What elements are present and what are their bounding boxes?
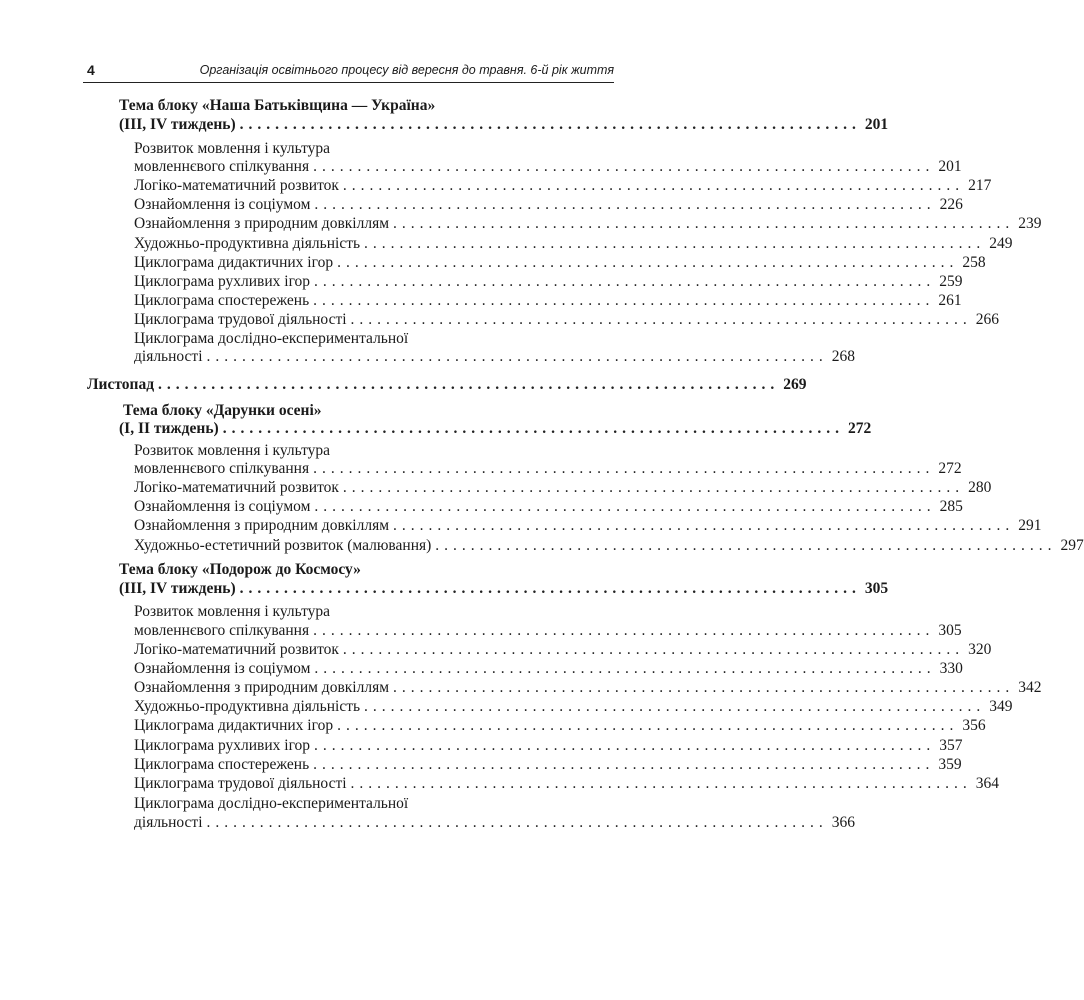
toc-item-label: мовленнєвого спілкування (134, 158, 310, 175)
toc-block-subtitle: (III, IV тиждень) (119, 580, 236, 597)
toc-item[interactable] (134, 715, 986, 737)
toc-item-label: мовленнєвого спілкування (134, 460, 310, 477)
toc-item[interactable] (134, 812, 856, 834)
page-header (83, 62, 614, 83)
leader-dots: ...................................................................... (313, 460, 935, 477)
toc-item-label: Циклограма дидактичних ігор (134, 254, 334, 271)
toc-item-label: Ознайомлення з природним довкіллям (134, 517, 390, 534)
toc-page-number: 364 (975, 775, 1000, 792)
leader-dots: ...................................................................... (206, 348, 828, 365)
toc-item-label: Ознайомлення із соціумом (134, 196, 311, 213)
toc-item[interactable] (134, 535, 1084, 557)
toc-item-label: Художньо-продуктивна діяльність (134, 698, 361, 715)
running-title: Організація освітнього процесу від вересня до травня. 6-й рік життя (199, 63, 614, 77)
toc-page-number: 320 (968, 641, 992, 658)
toc-item[interactable] (134, 346, 856, 368)
leader-dots: ...................................................................... (239, 116, 861, 133)
toc-page-number: 305 (864, 580, 889, 597)
toc-item-label: Циклограма рухливих ігор (134, 737, 311, 754)
toc-page-number: 305 (938, 622, 962, 639)
leader-dots: ...................................................................... (337, 717, 959, 734)
leader-dots: ...................................................................... (393, 679, 1015, 696)
leader-dots: ...................................................................... (313, 292, 935, 309)
toc-item[interactable] (134, 213, 1042, 235)
toc-page-number: 259 (939, 273, 963, 290)
toc-item-label: Логіко-математичний розвиток (134, 479, 339, 496)
toc-item-label: Ознайомлення з природним довкіллям (134, 679, 390, 696)
toc-item[interactable] (134, 773, 1000, 795)
toc-item-label: Ознайомлення з природним довкіллям (134, 215, 390, 232)
toc-item-label: Ознайомлення із соціумом (134, 498, 311, 515)
toc-page-number: 280 (968, 479, 992, 496)
toc-page-number: 285 (939, 498, 963, 515)
page-number: 4 (87, 62, 95, 78)
leader-dots: ...................................................................... (364, 698, 986, 715)
leader-dots: ...................................................................... (435, 537, 1057, 554)
toc-item-label: Циклограма спостережень (134, 292, 310, 309)
leader-dots: ...................................................................... (342, 177, 965, 194)
toc-item-label: Циклограма трудової діяльності (134, 775, 347, 792)
toc-page-number: 366 (831, 814, 856, 831)
toc-page-number: 342 (1018, 679, 1042, 696)
toc-page-number: 356 (962, 717, 986, 734)
toc-item-first-line: Розвиток мовлення і культура (134, 442, 331, 459)
toc-page-number: 201 (938, 158, 962, 175)
toc-month-entry[interactable] (87, 374, 807, 396)
toc-page-number: 349 (989, 698, 1013, 715)
leader-dots: ...................................................................... (314, 196, 936, 213)
toc-month-label: Листопад (87, 376, 155, 393)
toc-block-title: Тема блоку «Подорож до Космосу» (119, 561, 361, 578)
toc-page-number: 217 (968, 177, 992, 194)
leader-dots: ...................................................................... (158, 376, 780, 393)
toc-item-label: Логіко-математичний розвиток (134, 641, 339, 658)
leader-dots: ...................................................................... (206, 814, 828, 831)
toc-block-subtitle: (III, IV тиждень) (119, 116, 236, 133)
toc-page-number: 297 (1060, 537, 1084, 554)
leader-dots: ...................................................................... (350, 311, 972, 328)
toc-item-first-line: Циклограма дослідно-експериментальної (134, 795, 409, 812)
leader-dots: ...................................................................... (313, 756, 935, 773)
leader-dots: ...................................................................... (393, 215, 1015, 232)
leader-dots: ...................................................................... (239, 580, 861, 597)
toc-block-entry[interactable] (119, 114, 889, 136)
leader-dots: ...................................................................... (337, 254, 959, 271)
toc-item-label: Циклограма дидактичних ігор (134, 717, 334, 734)
leader-dots: ...................................................................... (342, 641, 965, 658)
leader-dots: ...................................................................... (393, 517, 1015, 534)
toc-page-number: 261 (938, 292, 962, 309)
toc-page-number: 359 (938, 756, 962, 773)
toc-block-title: Тема блоку «Дарунки осені» (123, 402, 322, 419)
toc-item-first-line: Розвиток мовлення і культура (134, 140, 331, 157)
toc-page-number: 330 (939, 660, 963, 677)
toc-page-number: 201 (864, 116, 889, 133)
leader-dots: ...................................................................... (314, 498, 936, 515)
toc-page-number: 258 (962, 254, 986, 271)
toc-page-number: 272 (847, 420, 872, 437)
toc-page-number: 269 (783, 376, 807, 393)
toc-item-label: діяльності (134, 814, 203, 831)
toc-block-title: Тема блоку «Наша Батьківщина — Україна» (119, 97, 436, 114)
toc-item[interactable] (134, 515, 1042, 537)
toc-page-number: 272 (938, 460, 962, 477)
toc-item-label: діяльності (134, 348, 203, 365)
toc-item-label: Художньо-продуктивна діяльність (134, 235, 361, 252)
leader-dots: ...................................................................... (313, 158, 935, 175)
toc-item-label: мовленнєвого спілкування (134, 622, 310, 639)
toc-block-entry[interactable] (119, 418, 872, 440)
toc-item-first-line: Циклограма дослідно-експериментальної (134, 330, 409, 347)
toc-page-number: 239 (1018, 215, 1042, 232)
leader-dots: ...................................................................... (364, 235, 986, 252)
leader-dots: ...................................................................... (314, 660, 936, 677)
toc-page-number: 357 (939, 737, 963, 754)
toc-item-label: Циклограма спостережень (134, 756, 310, 773)
leader-dots: ...................................................................... (313, 622, 935, 639)
toc-block-entry[interactable] (119, 578, 889, 600)
toc-page-number: 268 (831, 348, 856, 365)
leader-dots: ...................................................................... (342, 479, 965, 496)
toc-page-number: 226 (939, 196, 963, 213)
toc-item-label: Художньо-естетичний розвиток (малювання) (134, 537, 432, 554)
toc-item-label: Циклограма трудової діяльності (134, 311, 347, 328)
toc-page-number: 249 (989, 235, 1013, 252)
toc-block-subtitle: (I, II тиждень) (119, 420, 219, 437)
toc-page-number: 266 (975, 311, 1000, 328)
toc-item-label: Ознайомлення із соціумом (134, 660, 311, 677)
leader-dots: ...................................................................... (350, 775, 972, 792)
leader-dots: ...................................................................... (314, 737, 936, 754)
toc-page-number: 291 (1018, 517, 1042, 534)
toc-item-first-line: Розвиток мовлення і культура (134, 603, 331, 620)
leader-dots: ...................................................................... (314, 273, 936, 290)
leader-dots: ...................................................................... (222, 420, 844, 437)
toc-item-label: Логіко-математичний розвиток (134, 177, 339, 194)
toc-item-label: Циклограма рухливих ігор (134, 273, 311, 290)
